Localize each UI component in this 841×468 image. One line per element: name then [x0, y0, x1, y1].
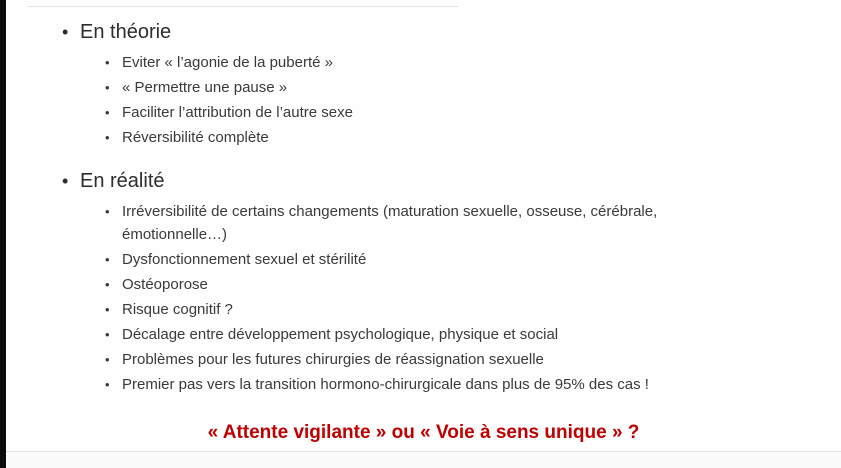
bullet-icon: •	[105, 352, 110, 367]
list-item-text: Problèmes pour les futures chirurgies de réassignation sexuelle	[122, 351, 544, 368]
bullet-icon: •	[105, 252, 110, 267]
list-item-text: « Permettre une pause »	[122, 79, 288, 96]
list-item-text: Dysfonctionnement sexuel et stérilité	[122, 251, 367, 268]
list-item-text: Décalage entre développement psychologique, physique et social	[122, 326, 559, 343]
list-item	[105, 348, 811, 371]
bullet-icon: •	[105, 327, 110, 342]
bullet-section	[62, 169, 811, 396]
list-item-text: Faciliter l’attribution de l’autre sexe	[122, 104, 353, 121]
bullet-icon: •	[105, 204, 110, 219]
list-item-text: Risque cognitif ?	[122, 301, 233, 318]
list-item	[105, 200, 811, 246]
list-item-text: Irréversibilité de certains changements (maturation sexuelle, osseuse, cérébrale, émotionnelle…)	[122, 203, 658, 243]
slide-bottom-border	[6, 451, 841, 468]
list-item-text: Eviter « l’agonie de la puberté »	[122, 54, 333, 71]
sub-bullet-list	[62, 200, 811, 396]
section-title-text: En réalité	[80, 170, 165, 192]
list-item	[105, 51, 811, 74]
section-title-text: En théorie	[80, 21, 172, 43]
slide-top-border	[28, 6, 458, 7]
section-title	[62, 20, 811, 44]
bullet-section	[62, 20, 811, 149]
bullet-icon: •	[105, 302, 110, 317]
list-item	[105, 298, 811, 321]
slide	[6, 0, 841, 468]
bullet-icon: •	[105, 377, 110, 392]
bullet-icon: •	[62, 22, 69, 42]
bullet-icon: •	[105, 105, 110, 120]
list-item	[105, 373, 811, 396]
bullet-icon: •	[62, 171, 69, 191]
list-item	[105, 323, 811, 346]
list-item	[105, 248, 811, 271]
bullet-icon: •	[105, 80, 110, 95]
list-item	[105, 273, 811, 296]
sub-bullet-list	[62, 51, 811, 149]
list-item	[105, 76, 811, 99]
footer-question: « Attente vigilante » ou « Voie à sens unique » ?	[207, 422, 640, 443]
sections-container	[62, 20, 811, 398]
bullet-icon: •	[105, 55, 110, 70]
list-item-text: Ostéoporose	[122, 276, 208, 293]
list-item	[105, 126, 811, 149]
list-item	[105, 101, 811, 124]
section-title	[62, 169, 811, 193]
bullet-icon: •	[105, 277, 110, 292]
bullet-icon: •	[105, 130, 110, 145]
list-item-text: Premier pas vers la transition hormono-chirurgicale dans plus de 95% des cas !	[122, 376, 649, 393]
list-item-text: Réversibilité complète	[122, 129, 269, 146]
